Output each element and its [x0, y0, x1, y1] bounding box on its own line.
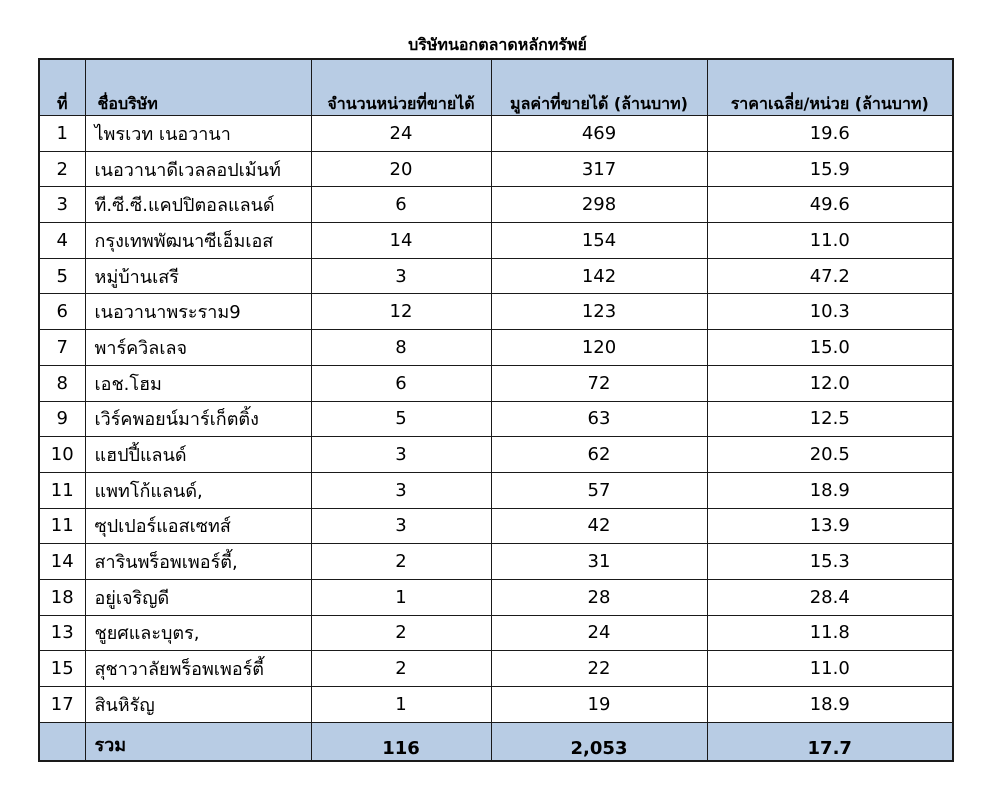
sales-value: 31: [491, 544, 707, 580]
table-row: [39, 401, 953, 437]
table-row: [39, 651, 953, 687]
sales-value: 19: [491, 687, 707, 723]
units-sold: 2: [311, 651, 491, 687]
table-row: [39, 687, 953, 723]
sales-value: 22: [491, 651, 707, 687]
avg-price: 11.0: [707, 651, 953, 687]
table-row: [39, 437, 953, 473]
table-title: บริษัทนอกตลาดหลักทรัพย์: [408, 35, 587, 54]
row-no: 5: [39, 258, 85, 294]
units-sold: 1: [311, 687, 491, 723]
table-row: [39, 294, 953, 330]
sales-value: 62: [491, 437, 707, 473]
table-row: [39, 615, 953, 651]
units-sold: 12: [311, 294, 491, 330]
units-sold: 20: [311, 151, 491, 187]
table-row: [39, 330, 953, 366]
avg-price: 13.9: [707, 508, 953, 544]
sales-value: 469: [491, 116, 707, 152]
units-sold: 2: [311, 544, 491, 580]
companies-table: [38, 58, 954, 762]
company-name: ไพรเวท เนอวานา: [85, 116, 311, 152]
sales-value: 57: [491, 472, 707, 508]
avg-price: 15.0: [707, 330, 953, 366]
header-avg-price: ราคาเฉลี่ย/หน่วย (ล้านบาท): [707, 59, 953, 116]
table-row: [39, 508, 953, 544]
sales-value: 24: [491, 615, 707, 651]
sales-value: 63: [491, 401, 707, 437]
table-row: [39, 187, 953, 223]
row-no: 11: [39, 472, 85, 508]
row-no: 2: [39, 151, 85, 187]
table-row: [39, 258, 953, 294]
sales-value: 142: [491, 258, 707, 294]
total-value: 2,053: [491, 722, 707, 761]
company-name: เนอวานาดีเวลลอปเม้นท์: [85, 151, 311, 187]
avg-price: 18.9: [707, 687, 953, 723]
total-no-cell: [39, 722, 85, 761]
avg-price: 20.5: [707, 437, 953, 473]
sales-value: 72: [491, 365, 707, 401]
total-row: [39, 722, 953, 761]
sales-value: 317: [491, 151, 707, 187]
table-row: [39, 116, 953, 152]
total-units: 116: [311, 722, 491, 761]
table-row: [39, 544, 953, 580]
company-name: สารินพร็อพเพอร์ตี้,: [85, 544, 311, 580]
units-sold: 8: [311, 330, 491, 366]
avg-price: 47.2: [707, 258, 953, 294]
company-name: แพทโก้แลนด์,: [85, 472, 311, 508]
row-no: 15: [39, 651, 85, 687]
avg-price: 10.3: [707, 294, 953, 330]
company-name: สุชาวาลัยพร็อพเพอร์ตี้: [85, 651, 311, 687]
row-no: 3: [39, 187, 85, 223]
avg-price: 11.0: [707, 223, 953, 259]
avg-price: 11.8: [707, 615, 953, 651]
avg-price: 12.0: [707, 365, 953, 401]
company-name: แฮปปี้แลนด์: [85, 437, 311, 473]
header-no: ที่: [39, 59, 85, 116]
units-sold: 14: [311, 223, 491, 259]
units-sold: 3: [311, 472, 491, 508]
avg-price: 18.9: [707, 472, 953, 508]
header-company: ชื่อบริษัท: [85, 59, 311, 116]
table-row: [39, 579, 953, 615]
units-sold: 6: [311, 187, 491, 223]
avg-price: 15.9: [707, 151, 953, 187]
header-value: มูลค่าที่ขายได้ (ล้านบาท): [491, 59, 707, 116]
company-name: อยู่เจริญดี: [85, 579, 311, 615]
avg-price: 15.3: [707, 544, 953, 580]
table-header-row: [39, 59, 953, 116]
company-name: เวิร์คพอยน์มาร์เก็ตติ้ง: [85, 401, 311, 437]
table-row: [39, 365, 953, 401]
avg-price: 19.6: [707, 116, 953, 152]
sales-value: 42: [491, 508, 707, 544]
row-no: 6: [39, 294, 85, 330]
company-name: สินหิรัญ: [85, 687, 311, 723]
row-no: 17: [39, 687, 85, 723]
units-sold: 3: [311, 258, 491, 294]
company-name: กรุงเทพพัฒนาซีเอ็มเอส: [85, 223, 311, 259]
units-sold: 1: [311, 579, 491, 615]
sales-value: 123: [491, 294, 707, 330]
sales-value: 298: [491, 187, 707, 223]
row-no: 1: [39, 116, 85, 152]
table-row: [39, 223, 953, 259]
company-name: หมู่บ้านเสรี: [85, 258, 311, 294]
header-units: จำนวนหน่วยที่ขายได้: [311, 59, 491, 116]
row-no: 7: [39, 330, 85, 366]
avg-price: 28.4: [707, 579, 953, 615]
company-name: ชูยศและบุตร,: [85, 615, 311, 651]
row-no: 4: [39, 223, 85, 259]
row-no: 18: [39, 579, 85, 615]
units-sold: 6: [311, 365, 491, 401]
company-name: เนอวานาพระราม9: [85, 294, 311, 330]
units-sold: 2: [311, 615, 491, 651]
row-no: 13: [39, 615, 85, 651]
company-name: ที.ซี.ซี.แคปปิตอลแลนด์: [85, 187, 311, 223]
units-sold: 3: [311, 508, 491, 544]
avg-price: 49.6: [707, 187, 953, 223]
sales-value: 28: [491, 579, 707, 615]
table-row: [39, 472, 953, 508]
row-no: 14: [39, 544, 85, 580]
company-name: ซุปเปอร์แอสเซทส์: [85, 508, 311, 544]
row-no: 11: [39, 508, 85, 544]
total-avg-price: 17.7: [707, 722, 953, 761]
avg-price: 12.5: [707, 401, 953, 437]
row-no: 9: [39, 401, 85, 437]
total-label: รวม: [85, 722, 311, 761]
row-no: 10: [39, 437, 85, 473]
units-sold: 3: [311, 437, 491, 473]
company-name: เอช.โฮม: [85, 365, 311, 401]
table-row: [39, 151, 953, 187]
row-no: 8: [39, 365, 85, 401]
sales-value: 154: [491, 223, 707, 259]
units-sold: 24: [311, 116, 491, 152]
table-body: [39, 116, 953, 723]
company-name: พาร์ควิลเลจ: [85, 330, 311, 366]
units-sold: 5: [311, 401, 491, 437]
sales-value: 120: [491, 330, 707, 366]
